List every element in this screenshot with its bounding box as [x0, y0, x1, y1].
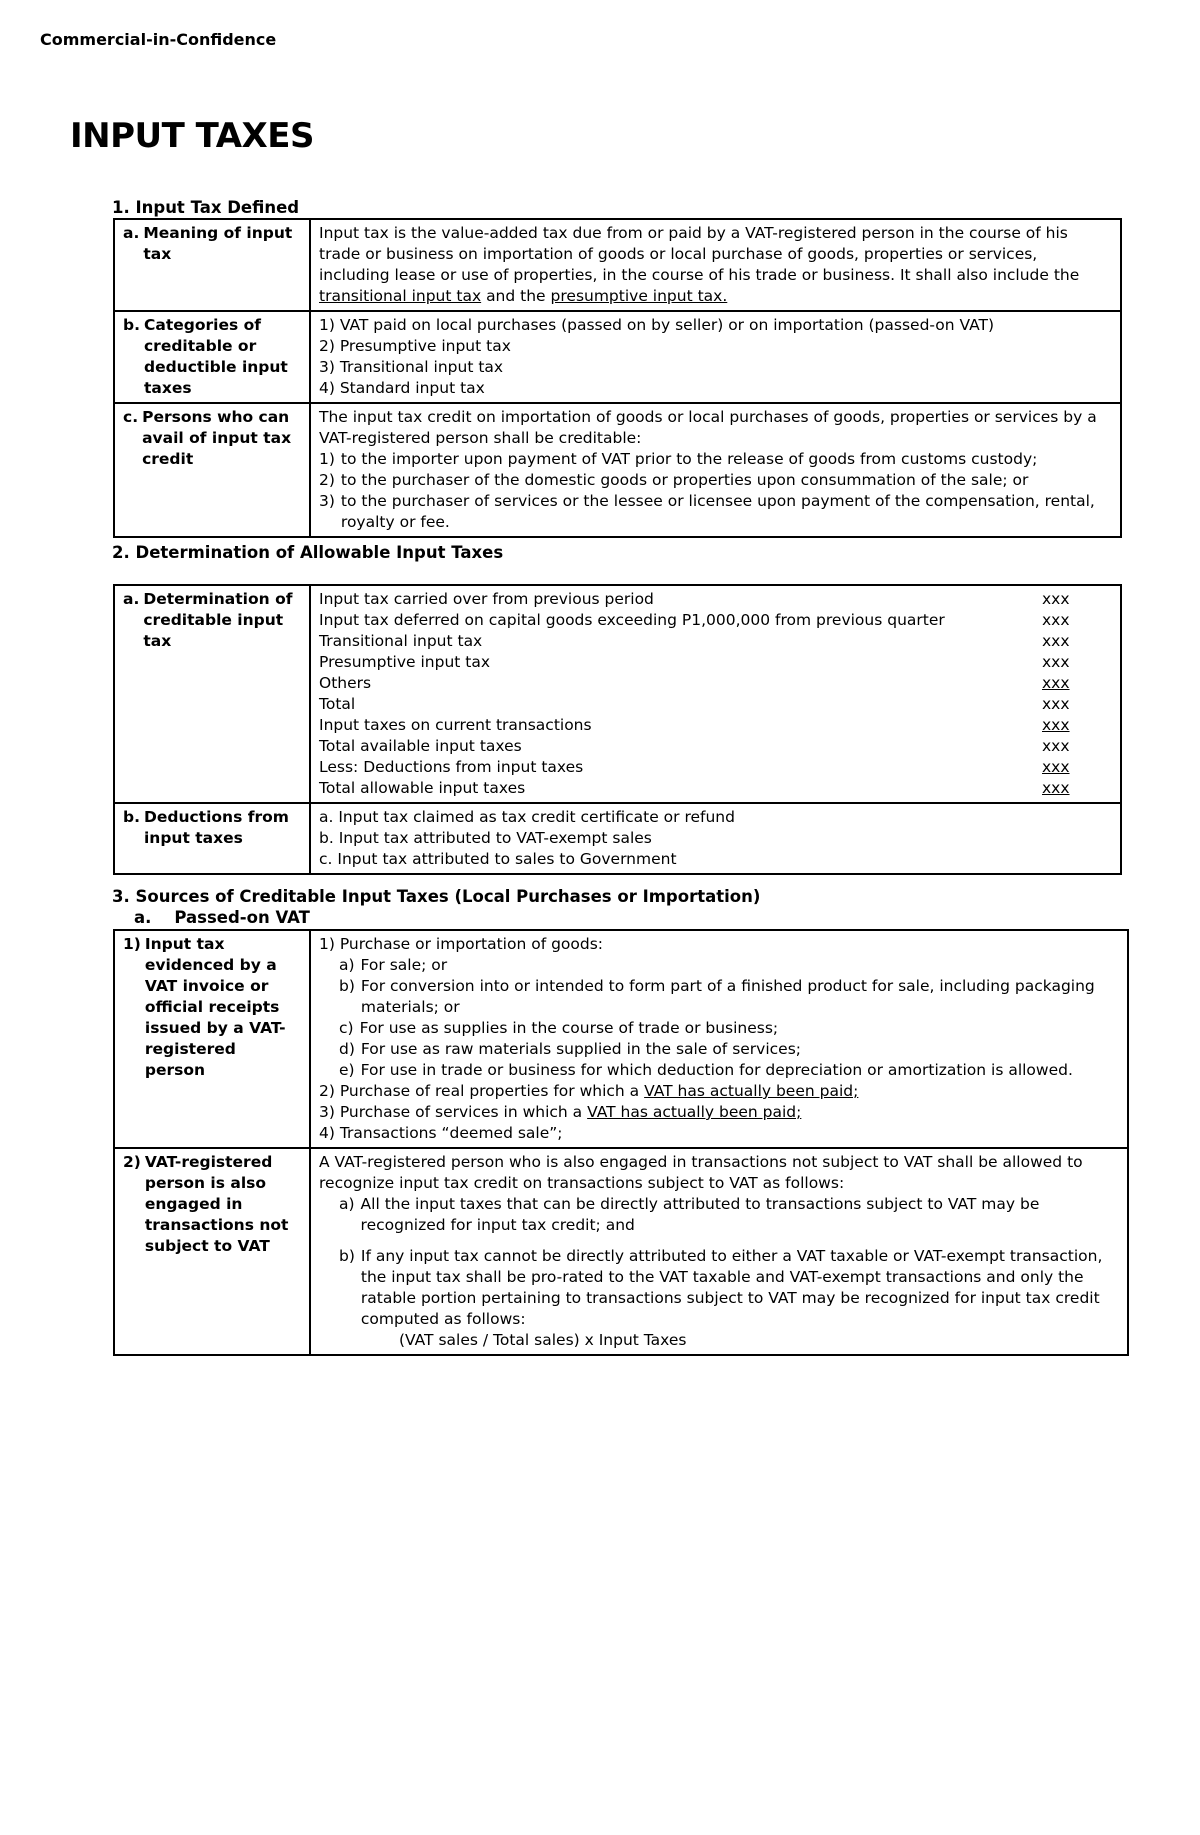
computation-line — [319, 757, 1112, 778]
underlined-term: VAT has actually been paid; — [587, 1103, 802, 1121]
list-item: 1) VAT paid on local purchases (passed on by seller) or on importation (passed-on VAT) — [319, 316, 995, 334]
row-content — [310, 585, 1121, 803]
computation-label: Input tax deferred on capital goods exceeding P1,000,000 from previous quarter — [319, 611, 945, 629]
list-item — [319, 1039, 1119, 1060]
computation-amount: xxx — [1042, 674, 1070, 692]
row-label-text: VAT-registered person is also engaged in transactions not subject to VAT — [144, 1153, 289, 1255]
row-label-text: Deductions from input taxes — [143, 808, 289, 847]
row-label-text: Input tax evidenced by a VAT invoice or official receipts issued by a VAT-registered person — [144, 935, 286, 1079]
row-label-text: Categories of creditable or deductible input taxes — [143, 316, 288, 397]
joiner-text: and the — [486, 287, 546, 305]
confidentiality-label: Commercial-in-Confidence — [40, 30, 277, 49]
row-mark: c. — [123, 408, 139, 426]
item-text: 3) Purchase of services in which a — [319, 1103, 583, 1121]
computation-line — [319, 736, 1112, 757]
computation-amount: xxx — [1042, 653, 1070, 671]
row-content — [310, 219, 1121, 311]
item-mark: 2) — [319, 471, 335, 489]
row-content — [310, 1148, 1128, 1355]
computation-line — [319, 631, 1112, 652]
computation-label: Total allowable input taxes — [319, 779, 526, 797]
list-item: b. Input tax attributed to VAT-exempt sales — [319, 829, 652, 847]
row-label — [114, 803, 310, 874]
list-item — [319, 1018, 1119, 1039]
computation-line — [319, 673, 1112, 694]
item-mark: d) — [339, 1040, 355, 1058]
list-item — [319, 976, 1119, 1018]
table-row — [114, 930, 1128, 1148]
row-mark: a. — [123, 590, 140, 608]
computation-line — [319, 652, 1112, 673]
item-mark: 3) — [319, 492, 335, 510]
list-item: 4) Standard input tax — [319, 379, 485, 397]
row-content — [310, 311, 1121, 403]
list-item — [319, 491, 1112, 533]
section3-heading: 3. Sources of Creditable Input Taxes (Local Purchases or Importation) — [112, 887, 761, 906]
computation-label: Others — [319, 674, 372, 692]
computation-line — [319, 715, 1112, 736]
item-mark: a) — [339, 1195, 355, 1213]
item-mark: c) — [339, 1019, 354, 1037]
item-text: All the input taxes that can be directly attributed to transactions subject to VAT may be recognized for input tax credit; and — [360, 1195, 1040, 1234]
row-mark: b. — [123, 808, 140, 826]
row-label — [114, 1148, 310, 1355]
item-text: to the purchaser of services or the lessee or licensee upon payment of the compensation, rental, royalty or fee. — [340, 492, 1095, 531]
list-item: 1) Purchase or importation of goods: — [319, 935, 604, 953]
list-item — [319, 1194, 1119, 1236]
allowable-input-taxes-table — [113, 584, 1122, 875]
list-item — [319, 1102, 1119, 1123]
computation-label: Transitional input tax — [319, 632, 483, 650]
row-label — [114, 219, 310, 311]
row-content — [310, 803, 1121, 874]
computation-line — [319, 589, 1112, 610]
list-item — [319, 449, 1112, 470]
row-mark: 2) — [123, 1153, 141, 1171]
table-row — [114, 1148, 1128, 1355]
row-label — [114, 930, 310, 1148]
table-row — [114, 219, 1121, 311]
row-label-text: Determination of creditable input tax — [143, 590, 293, 650]
table-row — [114, 403, 1121, 537]
computation-label: Input tax carried over from previous period — [319, 590, 654, 608]
computation-line — [319, 778, 1112, 799]
item-text: to the purchaser of the domestic goods or properties upon consummation of the sale; or — [340, 471, 1029, 489]
list-item — [319, 955, 1119, 976]
list-item — [319, 1060, 1119, 1081]
list-item: 2) Presumptive input tax — [319, 337, 511, 355]
item-text: For conversion into or intended to form part of a finished product for sale, including packaging materials; or — [360, 977, 1095, 1016]
table-row — [114, 311, 1121, 403]
computation-amount: xxx — [1042, 716, 1070, 734]
computation-amount: xxx — [1042, 737, 1070, 755]
creditable-sources-table — [113, 929, 1129, 1356]
page-title: INPUT TAXES — [70, 116, 314, 156]
row-mark: b. — [123, 316, 140, 334]
computation-label: Total available input taxes — [319, 737, 522, 755]
item-mark: a) — [339, 956, 355, 974]
section2-heading: 2. Determination of Allowable Input Taxes — [112, 543, 504, 562]
row-label — [114, 311, 310, 403]
computation-amount: xxx — [1042, 758, 1070, 776]
item-text: For use as raw materials supplied in the sale of services; — [360, 1040, 802, 1058]
list-item: 4) Transactions “deemed sale”; — [319, 1124, 563, 1142]
computation-amount: xxx — [1042, 611, 1070, 629]
presumptive-input-tax-term: presumptive input tax. — [550, 287, 728, 305]
row-label-text: Meaning of input tax — [143, 224, 293, 263]
item-text: 2) Purchase of real properties for which a — [319, 1082, 640, 1100]
item-text: For sale; or — [360, 956, 448, 974]
meaning-text: Input tax is the value-added tax due from or paid by a VAT-registered person in the course of his trade or business on importation of goods or local purchase of goods, properties or services, including lease or use of properties, in the course of his trade or business. It shall also include the — [319, 224, 1080, 284]
list-item — [319, 1081, 1119, 1102]
item-mark: b) — [339, 1247, 355, 1265]
transitional-input-tax-term: transitional input tax — [319, 287, 482, 305]
item-mark: b) — [339, 977, 355, 995]
computation-amount: xxx — [1042, 779, 1070, 797]
computation-line — [319, 694, 1112, 715]
computation-label: Total — [319, 695, 356, 713]
computation-line — [319, 610, 1112, 631]
row-label — [114, 585, 310, 803]
computation-amount: xxx — [1042, 695, 1070, 713]
pro-rata-formula: (VAT sales / Total sales) x Input Taxes — [399, 1331, 687, 1349]
row-label — [114, 403, 310, 537]
table-row — [114, 585, 1121, 803]
item-text: If any input tax cannot be directly attributed to either a VAT taxable or VAT-exempt transaction, the input tax shall be pro-rated to the VAT taxable and VAT-exempt transactions and only the ratable portion pertaining to transactions subject to VAT may be recognized for input tax credit computed as follows: — [360, 1247, 1103, 1328]
table-row — [114, 803, 1121, 874]
list-item: 3) Transitional input tax — [319, 358, 504, 376]
persons-intro: The input tax credit on importation of goods or local purchases of goods, properties or services by a VAT-registered person shall be creditable: — [319, 408, 1097, 447]
list-item: a. Input tax claimed as tax credit certificate or refund — [319, 808, 735, 826]
row-mark: a. — [123, 224, 140, 242]
section1-heading: 1. Input Tax Defined — [112, 198, 300, 217]
underlined-term: VAT has actually been paid; — [644, 1082, 859, 1100]
item-mark: e) — [339, 1061, 355, 1079]
row-content — [310, 930, 1128, 1148]
list-item — [319, 470, 1112, 491]
list-item — [319, 1246, 1119, 1330]
computation-amount: xxx — [1042, 632, 1070, 650]
computation-label: Presumptive input tax — [319, 653, 491, 671]
row-label-text: Persons who can avail of input tax credit — [142, 408, 292, 468]
section3-subheading: a. Passed-on VAT — [134, 908, 310, 927]
row-mark: 1) — [123, 935, 141, 953]
computation-label: Input taxes on current transactions — [319, 716, 592, 734]
item-text: For use in trade or business for which deduction for depreciation or amortization is allowed. — [360, 1061, 1073, 1079]
item-text: For use as supplies in the course of trade or business; — [359, 1019, 779, 1037]
item-text: to the importer upon payment of VAT prior to the release of goods from customs custody; — [340, 450, 1038, 468]
computation-amount: xxx — [1042, 590, 1070, 608]
item-mark: 1) — [319, 450, 335, 468]
mixed-transactions-intro: A VAT-registered person who is also engaged in transactions not subject to VAT shall be allowed to recognize input tax credit on transactions subject to VAT as follows: — [319, 1153, 1083, 1192]
row-content — [310, 403, 1121, 537]
list-item: c. Input tax attributed to sales to Government — [319, 850, 677, 868]
input-tax-defined-table — [113, 218, 1122, 538]
computation-label: Less: Deductions from input taxes — [319, 758, 584, 776]
